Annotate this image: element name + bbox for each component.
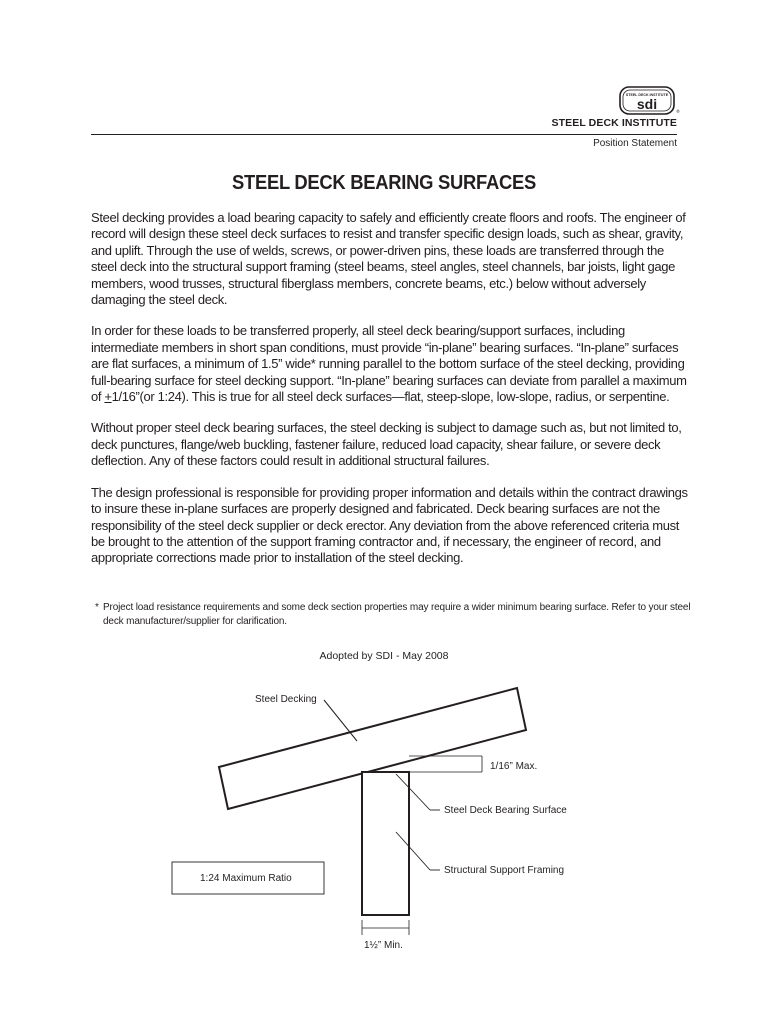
support-framing-label: Structural Support Framing <box>444 865 565 876</box>
footnote-text: Project load resistance requirements and some deck section properties may require a wider minimum bearing surface. Refer to your steel deck manufacturer/supplier for clarification. <box>103 602 691 627</box>
paragraph-in-plane-start: In order for these loads to be transferred properly, all steel deck bearing/support surfaces, including intermediate members in short span conditions, must provide “in-plane” bearing surfaces. “In-plane” surfaces are flat surfaces, a minimum of 1.5” wide* running parallel to the bottom surface of the steel decking, providing full-bearing surface for steel decking support. “In-plane” bearing surfaces can deviate from parallel a maximum of <box>91 323 687 405</box>
paragraph-damage: Without proper steel deck bearing surfaces, the steel decking is subject to damage such as, but not limited to, deck punctures, flange/web buckling, fastener failure, reduced load capacity, shear failure, or severe deck deflection. Any of these factors could result in additional structural failures. <box>91 420 682 469</box>
ratio-label: 1:24 Maximum Ratio <box>200 873 292 884</box>
logo-text: sdi <box>636 96 658 112</box>
organization-name: STEEL DECK INSTITUTE <box>551 117 677 129</box>
bearing-surface-label: Steel Deck Bearing Surface <box>444 805 567 816</box>
document-type: Position Statement <box>593 138 677 149</box>
page-title: STEEL DECK BEARING SURFACES <box>231 172 537 194</box>
footnote-mark: * <box>95 602 99 613</box>
steel-decking-label: Steel Decking <box>255 694 317 705</box>
min-width-label: 1½” Min. <box>364 940 403 951</box>
plus-minus-sign: + <box>104 389 112 405</box>
max-gap-label: 1/16” Max. <box>490 761 538 772</box>
svg-text:®: ® <box>676 109 680 114</box>
paragraph-loads: Steel decking provides a load bearing capacity to safely and efficiently create floors and roofs. The engineer of record will design these steel deck surfaces to resist and transfer specific design loads, such as shear, gravity, and uplift. Through the use of welds, screws, or power-driven pins, these loads are transferred through the steel deck into the structural support framing (steel beams, steel angles, steel channels, bar joists, light gage members, wood trusses, structural fiberglass members, concrete beams, etc.) below without adversely damaging the steel deck. <box>91 210 686 308</box>
paragraph-responsibility: The design professional is responsible for providing proper information and details within the contract drawings to insure these in-plane surfaces are properly designed and fabricated. Deck bearing surfaces are not the responsibility of the steel deck supplier or deck erector. Any deviation from the above referenced criteria must be brought to the attention of the support framing contractor and, if necessary, the engineer of record, and appropriate corrections made prior to installation of the steel decking. <box>91 484 688 566</box>
support-framing-shape <box>362 772 409 915</box>
adoption-date: Adopted by SDI - May 2008 <box>319 650 449 662</box>
logo-small-text: STEEL DECK INSTITUTE <box>625 93 669 97</box>
paragraph-in-plane-end: 1/16”(or 1:24). This is true for all steel deck surfaces—flat, steep-slope, low-slope, radius, or serpentine. <box>111 389 670 405</box>
